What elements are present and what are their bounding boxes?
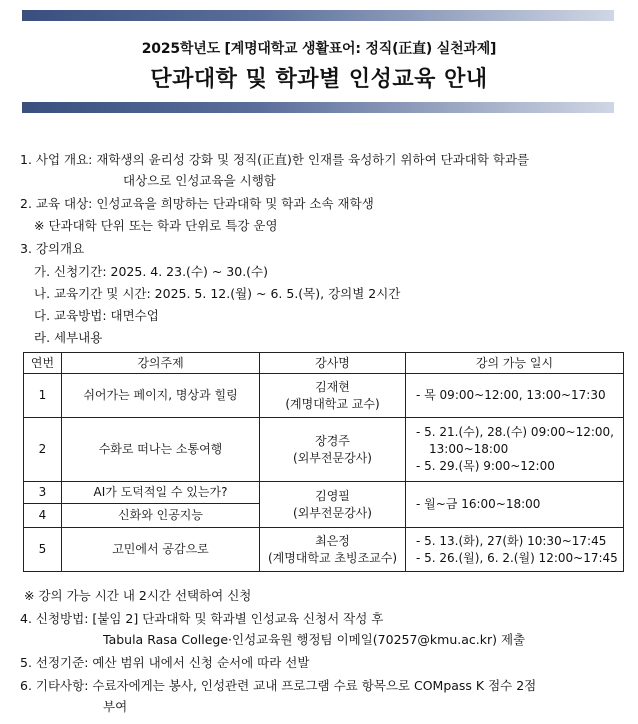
row-no: 1 [24,374,62,418]
document-subtitle: 2025학년도 [계명대학교 생활표어: 정직(正直) 실천과제] [141,41,497,57]
row-instructor [260,418,406,482]
header-no: 연번 [24,353,62,374]
top-decorative-bar [22,10,614,21]
row-instructor [260,528,406,572]
instructor-affiliation: (계명대학교 초빙조교수) [267,550,398,565]
instructor-name: 김재현 [315,379,350,394]
row-topic: 수화로 떠나는 소통여행 [62,418,260,482]
target-line: 2. 교육 대상: 인성교육을 희망하는 단과대학 및 학과 소속 재학생 [20,196,374,211]
target-note: ※ 단과대학 단위 또는 학과 단위로 특강 운영 [34,218,278,233]
selection-criteria: 5. 선정기준: 예산 범위 내에서 신청 순서에 따라 선발 [20,655,310,670]
row-instructor [260,374,406,418]
apply-method-line-2: Tabula Rasa College·인성교육원 행정팀 이메일(70257@kmu.ac.kr) 제출 [103,632,526,647]
row-topic: 쉬어가는 페이지, 명상과 힐링 [62,374,260,418]
instructor-affiliation: (외부전문강사) [293,450,372,465]
table-row [24,528,624,572]
purpose-line-2: 대상으로 인성교육을 시행함 [123,173,276,188]
row-no: 3 [24,482,62,504]
schedule-line: - 목 09:00~12:00, 13:00~17:30 [416,388,606,402]
header-topic: 강의주제 [62,353,260,374]
instructor-affiliation: (계명대학교 교수) [285,396,380,411]
document-title: 단과대학 및 학과별 인성교육 안내 [150,67,488,92]
time-note: ※ 강의 가능 시간 내 2시간 선택하여 신청 [24,588,252,603]
bottom-decorative-bar [22,102,614,113]
schedule-line: 13:00~18:00 [429,442,509,456]
row-topic: AI가 도덕적일 수 있는가? [62,482,260,504]
schedule-line: - 5. 26.(월), 6. 2.(월) 12:00~17:45 [416,550,618,565]
row-schedule [406,482,624,528]
table-row [24,418,624,482]
table-header-row [24,353,624,374]
row-no: 5 [24,528,62,572]
schedule-line: - 월~금 16:00~18:00 [416,497,541,511]
row-topic: 신화와 인공지능 [62,504,260,528]
education-period: 나. 교육기간 및 시간: 2025. 5. 12.(월) ~ 6. 5.(목), 강의별 2시간 [34,286,401,301]
row-no: 2 [24,418,62,482]
table-row [24,482,624,504]
schedule-line: - 5. 13.(화), 27(화) 10:30~17:45 [416,533,607,548]
instructor-name: 최은정 [315,533,350,548]
row-instructor [260,482,406,528]
row-no: 4 [24,504,62,528]
instructor-name: 김영필 [315,488,350,503]
row-schedule [406,374,624,418]
apply-method-line-1: 4. 신청방법: [붙임 2] 단과대학 및 학과별 인성교육 신청서 작성 후 [20,611,384,626]
overview-heading: 3. 강의개요 [20,241,85,256]
lecture-table [23,352,624,572]
table-row [24,374,624,418]
row-schedule [406,418,624,482]
details-heading: 라. 세부내용 [34,330,103,345]
row-schedule [406,528,624,572]
schedule-line: - 5. 29.(목) 9:00~12:00 [416,459,555,473]
instructor-name: 장경주 [315,433,350,448]
header-schedule: 강의 가능 일시 [406,353,624,374]
row-topic: 고민에서 공감으로 [62,528,260,572]
header-instructor: 강사명 [260,353,406,374]
apply-period: 가. 신청기간: 2025. 4. 23.(수) ~ 30.(수) [34,264,269,279]
misc-line-2: 부여 [103,699,128,714]
purpose-line-1: 1. 사업 개요: 재학생의 윤리성 강화 및 정직(正直)한 인재를 육성하기 위하여 단과대학 학과를 [20,152,530,167]
schedule-line: - 5. 21.(수), 28.(수) 09:00~12:00, [416,425,614,439]
instructor-affiliation: (외부전문강사) [293,505,372,520]
education-method: 다. 교육방법: 대면수업 [34,308,159,323]
misc-line-1: 6. 기타사항: 수료자에게는 봉사, 인성관련 교내 프로그램 수료 항목으로 COMpass K 점수 2점 [20,678,537,693]
